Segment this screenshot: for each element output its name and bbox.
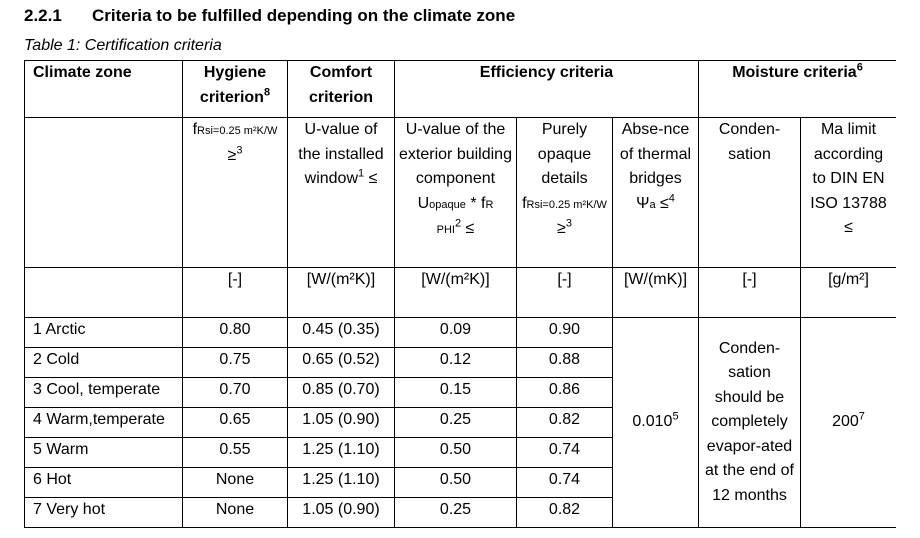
opaque-cell: 0.82 [517,408,613,438]
ma-limit-value: $200^7$ [801,318,897,528]
table-frame [24,60,896,538]
moisture-header: Moisture criteria$^6$ [699,61,897,118]
zone-cell: 3 Cool, temperate [25,378,183,408]
exterior-cell: 0.12 [395,348,517,378]
opaque-cell: 0.82 [517,498,613,528]
zone-cell: 1 Arctic [25,318,183,348]
unit-opaque: [-] [517,268,613,318]
section-heading [24,6,515,26]
hygiene-cell: 0.75 [183,348,288,378]
comfort-cell: 0.45 (0.35) [288,318,395,348]
comfort-cell: 1.05 (0.90) [288,408,395,438]
hygiene-cell: None [183,468,288,498]
climate-zone-header: Climate zone [25,61,183,118]
hygiene-header: Hygiene criterion$^8$ [183,61,288,118]
table-row [25,318,897,348]
hygiene-cell: 0.70 [183,378,288,408]
table-caption: Table 1: Certification criteria [24,37,222,54]
exterior-cell: 0.50 [395,438,517,468]
opaque-cell: 0.74 [517,468,613,498]
bridges-subheader: Abse-nce of thermal bridges Ψa ≤$^4$ [613,118,699,268]
comfort-cell: 1.05 (0.90) [288,498,395,528]
comfort-cell: 0.85 (0.70) [288,378,395,408]
certification-criteria-table [24,60,896,528]
unit-ma-limit: [g/m²] [801,268,897,318]
condensation-note: Conden-sation should be completely evapor-ated at the end of 12 months [699,318,801,528]
comfort-cell: 0.65 (0.52) [288,348,395,378]
hygiene-cell: 0.55 [183,438,288,468]
unit-hygiene: [-] [183,268,288,318]
condensation-subheader: Conden-sation [699,118,801,268]
hygiene-cell: None [183,498,288,528]
subheader-row [25,118,897,268]
units-blank [25,268,183,318]
opaque-subheader: Purely opaque details fRsi=0.25 m²K/W ≥$^3$ [517,118,613,268]
group-header-row [25,61,897,118]
exterior-cell: 0.15 [395,378,517,408]
unit-exterior: [W/(m²K)] [395,268,517,318]
exterior-cell: 0.25 [395,408,517,438]
opaque-cell: 0.74 [517,438,613,468]
thermal-bridges-value: 0.010$^5$ [613,318,699,528]
comfort-subheader: U-value of the installed window$^1$ ≤ [288,118,395,268]
section-title: Criteria to be fulfilled depending on the climate zone [92,6,516,25]
ma-limit-subheader: Ma limit according to DIN EN ISO 13788 ≤ [801,118,897,268]
opaque-cell: 0.90 [517,318,613,348]
hygiene-subheader: fRsi=0.25 m²K/W ≥$^3$ [183,118,288,268]
zone-cell: 5 Warm [25,438,183,468]
unit-condensation: [-] [699,268,801,318]
section-number: 2.2.1 [24,6,62,25]
hygiene-cell: 0.65 [183,408,288,438]
zone-cell: 6 Hot [25,468,183,498]
zone-cell: 7 Very hot [25,498,183,528]
unit-bridges: [W/(mK)] [613,268,699,318]
opaque-cell: 0.86 [517,378,613,408]
exterior-cell: 0.25 [395,498,517,528]
comfort-cell: 1.25 (1.10) [288,438,395,468]
comfort-header: Comfort criterion [288,61,395,118]
unit-comfort: [W/(m²K)] [288,268,395,318]
units-row [25,268,897,318]
exterior-cell: 0.09 [395,318,517,348]
climate-zone-subheader [25,118,183,268]
zone-cell: 2 Cold [25,348,183,378]
zone-cell: 4 Warm,temperate [25,408,183,438]
efficiency-header: Efficiency criteria [395,61,699,118]
hygiene-cell: 0.80 [183,318,288,348]
exterior-subheader: U-value of the exterior building component Uopaque * fR $PHI^2$ ≤ [395,118,517,268]
comfort-cell: 1.25 (1.10) [288,468,395,498]
opaque-cell: 0.88 [517,348,613,378]
exterior-cell: 0.50 [395,468,517,498]
